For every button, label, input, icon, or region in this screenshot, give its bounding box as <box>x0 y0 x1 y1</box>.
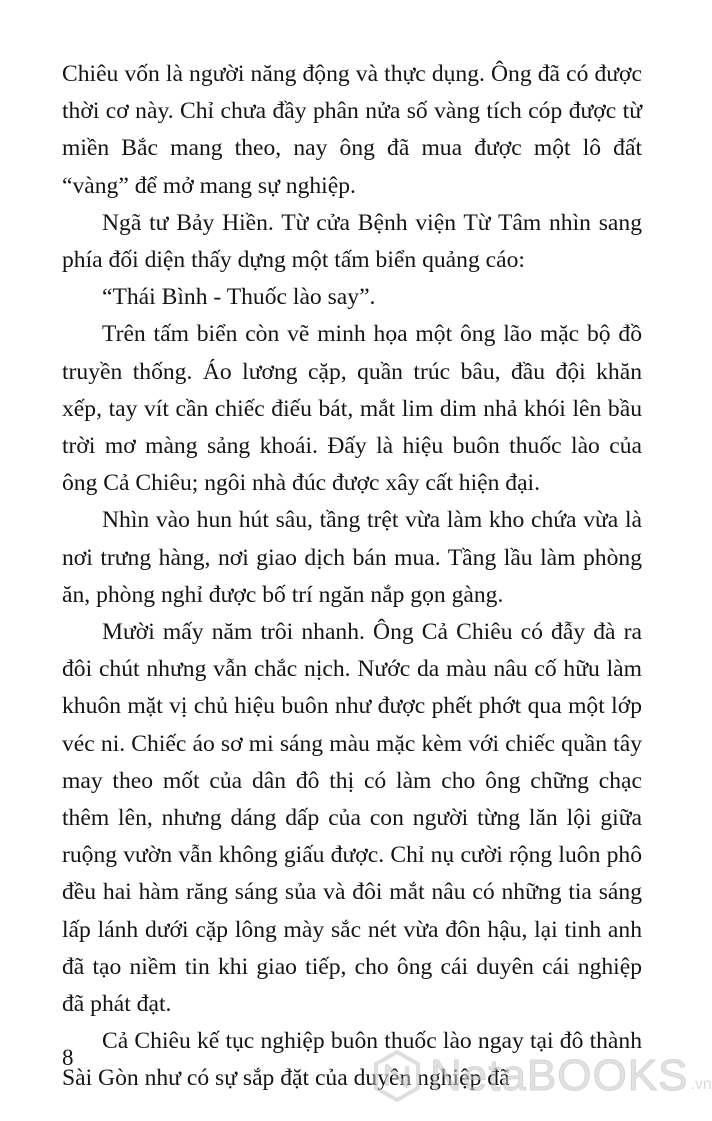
paragraph-1: Chiêu vốn là người năng động và thực dụng. Ông đã có được thời cơ này. Chỉ chưa đầy phân nửa số vàng tích cóp được từ miền Bắc mang theo, nay ông đã mua được một lô đất “vàng” để mở mang sự nghiệp. <box>62 61 642 199</box>
paragraph-7: Cả Chiêu kế tục nghiệp buôn thuốc lào ngay tại đô thành Sài Gòn như có sự sắp đặt của duyên nghiệp đã <box>62 1028 642 1092</box>
watermark <box>370 1044 712 1108</box>
neta-logo-icon <box>370 1049 424 1103</box>
watermark-suffix: .vn <box>690 1076 712 1093</box>
paragraph-6: Mười mấy năm trôi nhanh. Ông Cả Chiêu có đẫy đà ra đôi chút nhưng vẫn chắc nịch. Nước da màu nâu cố hữu làm khuôn mặt vị chủ hiệu buôn như được phết phớt qua một lớp véc ni. Chiếc áo sơ mi sáng màu mặc kèm với chiếc quần tây may theo mốt của dân đô thị có làm cho ông chững chạc thêm lên, nhưng dáng dấp của con người từng lăn lội giữa ruộng vườn vẫn không giấu được. Chỉ nụ cười rộng luôn phô đều hai hàm răng sáng sủa và đôi mắt nâu có những tia sáng lấp lánh dưới cặp lông mày sắc nét vừa đôn hậu, lại tinh anh đã tạo niềm tin khi giao tiếp, cho ông cái duyên cái nghiệp đã phát đạt. <box>62 619 642 1018</box>
paragraph-2: Ngã tư Bảy Hiền. Từ cửa Bệnh viện Từ Tâm nhìn sang phía đối diện thấy dựng một tấm biển quảng cáo: <box>62 209 642 274</box>
paragraph-4: Trên tấm biển còn vẽ minh họa một ông lão mặc bộ đồ truyền thống. Áo lương cặp, quần trúc bâu, đầu đội khăn xếp, tay vít cần chiếc điếu bát, mắt lim dim nhả khói lên bầu trời mơ màng sảng khoái. Đấy là hiệu buôn thuốc lào của ông Cả Chiêu; ngôi nhà đúc được xây cất hiện đại. <box>62 321 642 497</box>
paragraph-3: “Thái Bình - Thuốc lào say”. <box>102 284 376 311</box>
watermark-brand: NetaBOOKS <box>430 1051 689 1100</box>
paragraph-5: Nhìn vào hun hút sâu, tầng trệt vừa làm kho chứa vừa là nơi trưng hàng, nơi giao dịch bán mua. Tầng lầu làm phòng ăn, phòng nghỉ được bố trí ngăn nắp gọn gàng. <box>62 507 642 608</box>
page-number: 8 <box>62 1045 74 1070</box>
body-text <box>62 56 642 1098</box>
